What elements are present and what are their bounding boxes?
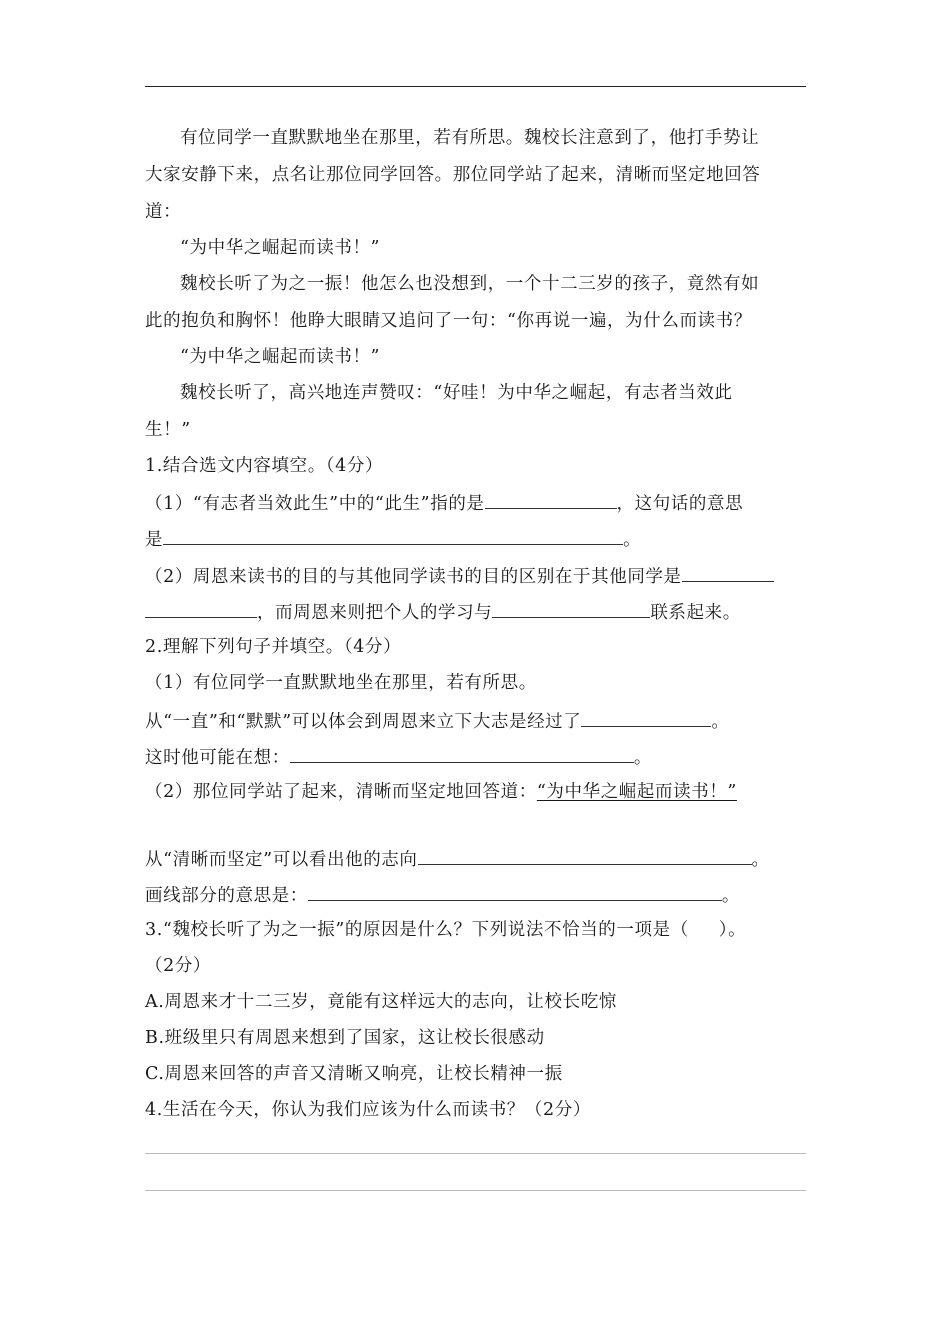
q1-part1-end: 。 xyxy=(623,530,642,550)
q2-part1-q1-blank[interactable] xyxy=(581,710,711,727)
question-1-part-2-line-2 xyxy=(145,601,741,623)
passage-paragraph-2-line-1: 魏校长听了为之一振！他怎么也没想到，一个十二三岁的孩子，竟然有如 xyxy=(180,274,760,294)
q3-title-text: 3.“魏校长听了为之一振”的原因是什么？下列说法不恰当的一项是（ xyxy=(145,920,689,940)
q2-part2-q1-text: 从“清晰而坚定”可以看出他的志向 xyxy=(145,850,418,870)
question-4-answer-line-1[interactable] xyxy=(145,1153,806,1154)
question-1-part-1-line-1 xyxy=(145,492,743,514)
passage-paragraph-1-line-1: 有位同学一直默默地坐在那里，若有所思。魏校长注意到了，他打手势让 xyxy=(180,128,760,148)
passage-paragraph-3-line-1: 魏校长听了，高兴地连声赞叹：“好哇！为中华之崛起，有志者当效此 xyxy=(180,383,733,403)
question-1-title: 1.结合选文内容填空。（4分） xyxy=(145,456,384,476)
q1-part1-text-3: 是 xyxy=(145,530,164,550)
question-3-option-a: A.周恩来才十二三岁，竟能有这样远大的志向，让校长吃惊 xyxy=(145,992,617,1012)
q2-part2-sentence-text: （2）那位同学站了起来，清晰而坚定地回答道： xyxy=(145,782,537,802)
q1-part2-text-2: ，而周恩来则把个人的学习与 xyxy=(257,603,493,623)
passage-paragraph-2-line-2: 此的抱负和胸怀！他睁大眼睛又追问了一句：“你再说一遍，为什么而读书？ xyxy=(145,311,752,331)
question-1-part-2-line-1 xyxy=(145,565,774,587)
q2-part1-q2-text: 这时他可能在想： xyxy=(145,748,290,768)
question-2-part-1-q1 xyxy=(145,710,730,732)
question-3-score: （2分） xyxy=(145,956,212,976)
q2-part1-q1-text: 从“一直”和“默默”可以体会到周恩来立下大志是经过了 xyxy=(145,712,582,732)
question-2-title: 2.理解下列句子并填空。（4分） xyxy=(145,637,402,657)
q2-part2-underlined-quote: “为中华之崛起而读书！” xyxy=(536,782,737,802)
q2-part1-q1-end: 。 xyxy=(711,712,730,732)
question-3-title xyxy=(145,920,746,940)
q1-part1-blank[interactable] xyxy=(485,492,617,509)
passage-paragraph-3-line-2: 生！” xyxy=(145,420,191,440)
q1-part2-blank-1-cont[interactable] xyxy=(145,601,257,618)
q2-part1-q2-end: 。 xyxy=(633,748,652,768)
question-2-part-2-q1 xyxy=(145,848,770,870)
q1-part2-text-3: 联系起来。 xyxy=(650,603,741,623)
q1-part2-text: （2）周恩来读书的目的与其他同学读书的目的区别在于其他同学是 xyxy=(145,567,682,587)
q2-part2-q2-text: 画线部分的意思是： xyxy=(145,886,308,906)
question-4-title: 4.生活在今天，你认为我们应该为什么而读书？（2分） xyxy=(145,1100,591,1120)
q1-part2-blank-2[interactable] xyxy=(492,601,650,618)
header-rule xyxy=(145,86,806,87)
question-2-part-1-sentence: （1）有位同学一直默默地坐在那里，若有所思。 xyxy=(145,673,537,693)
passage-paragraph-1-line-3: 道： xyxy=(145,202,182,222)
q2-part1-q2-blank[interactable] xyxy=(290,746,634,763)
question-3-option-b: B.班级里只有周恩来想到了国家，这让校长很感动 xyxy=(145,1028,545,1048)
q1-part1-meaning-blank[interactable] xyxy=(163,528,623,545)
question-3-option-c: C.周恩来回答的声音又清晰又响亮，让校长精神一振 xyxy=(145,1064,563,1084)
q2-part2-q2-end: 。 xyxy=(721,886,741,906)
q2-part2-q1-end: 。 xyxy=(751,850,770,870)
q3-title-end: ）。 xyxy=(718,920,747,940)
question-2-part-2-sentence xyxy=(145,782,737,802)
q1-part1-text-2: ，这句话的意思 xyxy=(616,494,744,514)
q2-part2-q1-blank[interactable] xyxy=(418,848,752,865)
q1-part2-blank-1[interactable] xyxy=(682,565,774,582)
q2-part2-q2-blank[interactable] xyxy=(308,884,722,901)
q1-part1-text: （1）“有志者当效此生”中的“此生”指的是 xyxy=(145,494,485,514)
question-2-part-2-q2 xyxy=(145,884,740,906)
question-1-part-1-line-2 xyxy=(145,528,641,550)
passage-quote-1: “为中华之崛起而读书！” xyxy=(180,238,381,258)
passage-paragraph-1-line-2: 大家安静下来，点名让那位同学回答。那位同学站了起来，清晰而坚定地回答 xyxy=(145,165,761,185)
question-2-part-1-q2 xyxy=(145,746,652,768)
passage-quote-2: “为中华之崛起而读书！” xyxy=(180,347,381,367)
question-4-answer-line-2[interactable] xyxy=(145,1190,806,1191)
